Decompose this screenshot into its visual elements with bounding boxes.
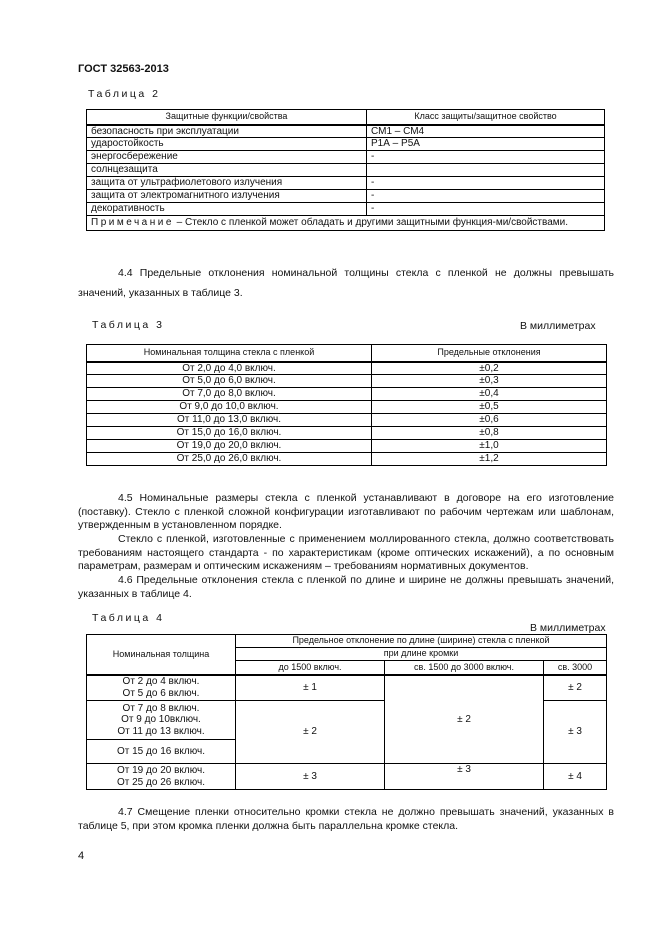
table3-thickness: От 15,0 до 16,0 включ. (87, 427, 372, 440)
table2-function: ударостойкость (87, 138, 367, 151)
table3-thickness: От 5,0 до 6,0 включ. (87, 375, 372, 388)
table4-header-main: Предельное отклонение по длине (ширине) стекла с пленкой (236, 635, 607, 648)
table3-deviation: ±1,2 (372, 453, 607, 466)
table2-class: Р1А – Р5А (367, 138, 605, 151)
table4-caption: Таблица 4 (92, 612, 165, 624)
table4-thickness (87, 740, 236, 764)
table4-thickness-line: От 7 до 8 включ. (122, 702, 200, 714)
table-row (87, 401, 607, 414)
table3-deviation: ±0,8 (372, 427, 607, 440)
table2-note-label: Примечание (91, 217, 174, 228)
table4-thickness (87, 764, 236, 790)
table4-header-col-3000: св. 1500 до 3000 включ. (385, 661, 544, 675)
table4-thickness-line: От 19 до 20 включ. (116, 765, 206, 776)
table4-thickness-line: От 11 до 13 включ. (117, 725, 205, 737)
table2-note-row (87, 216, 605, 231)
page-number: 4 (78, 850, 85, 862)
table4-value: ± 1 (236, 675, 385, 701)
table3-thickness: От 7,0 до 8,0 включ. (87, 388, 372, 401)
table2-class: - (367, 203, 605, 216)
table-row (87, 375, 607, 388)
paragraph-4-7: 4.7 Смещение пленки относительно кромки стекла не должно превышать значений, указанных в таблице 5, при этом кромка пленки должна быть параллельна кромке стекла. (78, 806, 614, 832)
table2-caption: Таблица 2 (88, 88, 161, 100)
table4-thickness-line: От 25 до 26 включ. (116, 776, 206, 788)
table2-header-function: Защитные функции/свойства (87, 110, 367, 125)
table2-class: - (367, 190, 605, 203)
table-row (87, 440, 607, 453)
table-row (87, 177, 605, 190)
table4-thickness-line: От 5 до 6 включ. (122, 687, 200, 699)
table2-header-class: Класс защиты/защитное свойство (367, 110, 605, 125)
table-row (87, 675, 607, 701)
table-row (87, 414, 607, 427)
table4-value: ± 2 (385, 675, 544, 764)
table3 (86, 344, 607, 466)
table-row (87, 362, 607, 375)
table3-thickness: От 11,0 до 13,0 включ. (87, 414, 372, 427)
table2-function: защита от электромагнитного излучения (87, 190, 367, 203)
paragraph-4-4: 4.4 Предельные отклонения номинальной толщины стекла с пленкой не должны превышать значений, указанных в таблице 3. (78, 267, 614, 299)
table-row (87, 164, 605, 177)
table-row (87, 151, 605, 164)
table-row (87, 203, 605, 216)
table-row (87, 190, 605, 203)
table-row (87, 125, 605, 138)
table4-thickness-line: От 9 до 10включ. (121, 714, 201, 726)
table2-function: энергосбережение (87, 151, 367, 164)
paragraph-4-5-cont: Стекло с пленкой, изготовленные с применением моллированного стекла, должно соответствовать требованиям настоящего стандарта - по характеристикам (кроме оптических искажений), а по основным параметрам, размерам и оптическим искажениям – требованиям нормативных документов. (78, 533, 614, 573)
table2 (86, 109, 605, 231)
table3-header-thickness: Номинальная толщина стекла с пленкой (87, 345, 372, 362)
table4-value: ± 2 (236, 701, 385, 764)
table2-class (367, 164, 605, 177)
table2-function: защита от ультрафиолетового излучения (87, 177, 367, 190)
table4-value: ± 3 (236, 764, 385, 790)
table4-thickness (87, 701, 236, 740)
table4 (86, 634, 607, 790)
table2-class: - (367, 151, 605, 164)
table2-function: безопасность при эксплуатации (87, 125, 367, 138)
table4-thickness (87, 675, 236, 701)
table4-header-col-over-3000: св. 3000 (544, 661, 607, 675)
table3-thickness: От 2,0 до 4,0 включ. (87, 362, 372, 375)
table3-deviation: ±1,0 (372, 440, 607, 453)
document-header: ГОСТ 32563-2013 (78, 63, 169, 75)
table4-header-sub: при длине кромки (236, 648, 607, 661)
table4-thickness-line: От 15 до 16 включ. (116, 745, 206, 757)
table2-function: солнцезащита (87, 164, 367, 177)
table3-deviation: ±0,3 (372, 375, 607, 388)
table4-thickness-line: От 2 до 4 включ. (122, 676, 200, 688)
table3-header-deviation: Предельные отклонения (372, 345, 607, 362)
table3-thickness: От 19,0 до 20,0 включ. (87, 440, 372, 453)
table3-deviation: ±0,5 (372, 401, 607, 414)
table2-note-text: – Стекло с пленкой может обладать и другими защитными функция-ми/свойствами. (173, 217, 568, 228)
paragraph-4-6: 4.6 Предельные отклонения стекла с пленкой по длине и ширине не должны превышать значений, указанных в таблице 4. (78, 574, 614, 600)
table-row (87, 388, 607, 401)
table3-deviation: ±0,2 (372, 362, 607, 375)
paragraph-4-5: 4.5 Номинальные размеры стекла с пленкой устанавливают в договоре на его изготовление (поставку). Стекло с пленкой сложной конфигурации изготавливают по рабочим чертежам или шаблонам, утвержденным в установленном порядке. (78, 492, 614, 532)
table4-header-thickness: Номинальная толщина (87, 635, 236, 675)
table3-deviation: ±0,6 (372, 414, 607, 427)
table-row (87, 427, 607, 440)
table3-thickness: От 25,0 до 26,0 включ. (87, 453, 372, 466)
table3-deviation: ±0,4 (372, 388, 607, 401)
table2-class: - (367, 177, 605, 190)
table3-units: В миллиметрах (520, 320, 596, 332)
table3-header-row (87, 345, 607, 362)
table2-header-row (87, 110, 605, 125)
table4-header-row-1 (87, 635, 607, 648)
table2-function: декоративность (87, 203, 367, 216)
table4-value: ± 3 (544, 701, 607, 764)
table3-thickness: От 9,0 до 10,0 включ. (87, 401, 372, 414)
table-row (87, 764, 607, 790)
table3-caption: Таблица 3 (92, 319, 165, 331)
table4-value: ± 3 (385, 764, 544, 790)
table-row (87, 138, 605, 151)
table4-value: ± 4 (544, 764, 607, 790)
table2-note (87, 216, 605, 231)
table4-units: В миллиметрах (530, 622, 606, 634)
table4-header-col-1500: до 1500 включ. (236, 661, 385, 675)
table4-value: ± 2 (544, 675, 607, 701)
table2-class: СМ1 – СМ4 (367, 125, 605, 138)
table-row (87, 453, 607, 466)
